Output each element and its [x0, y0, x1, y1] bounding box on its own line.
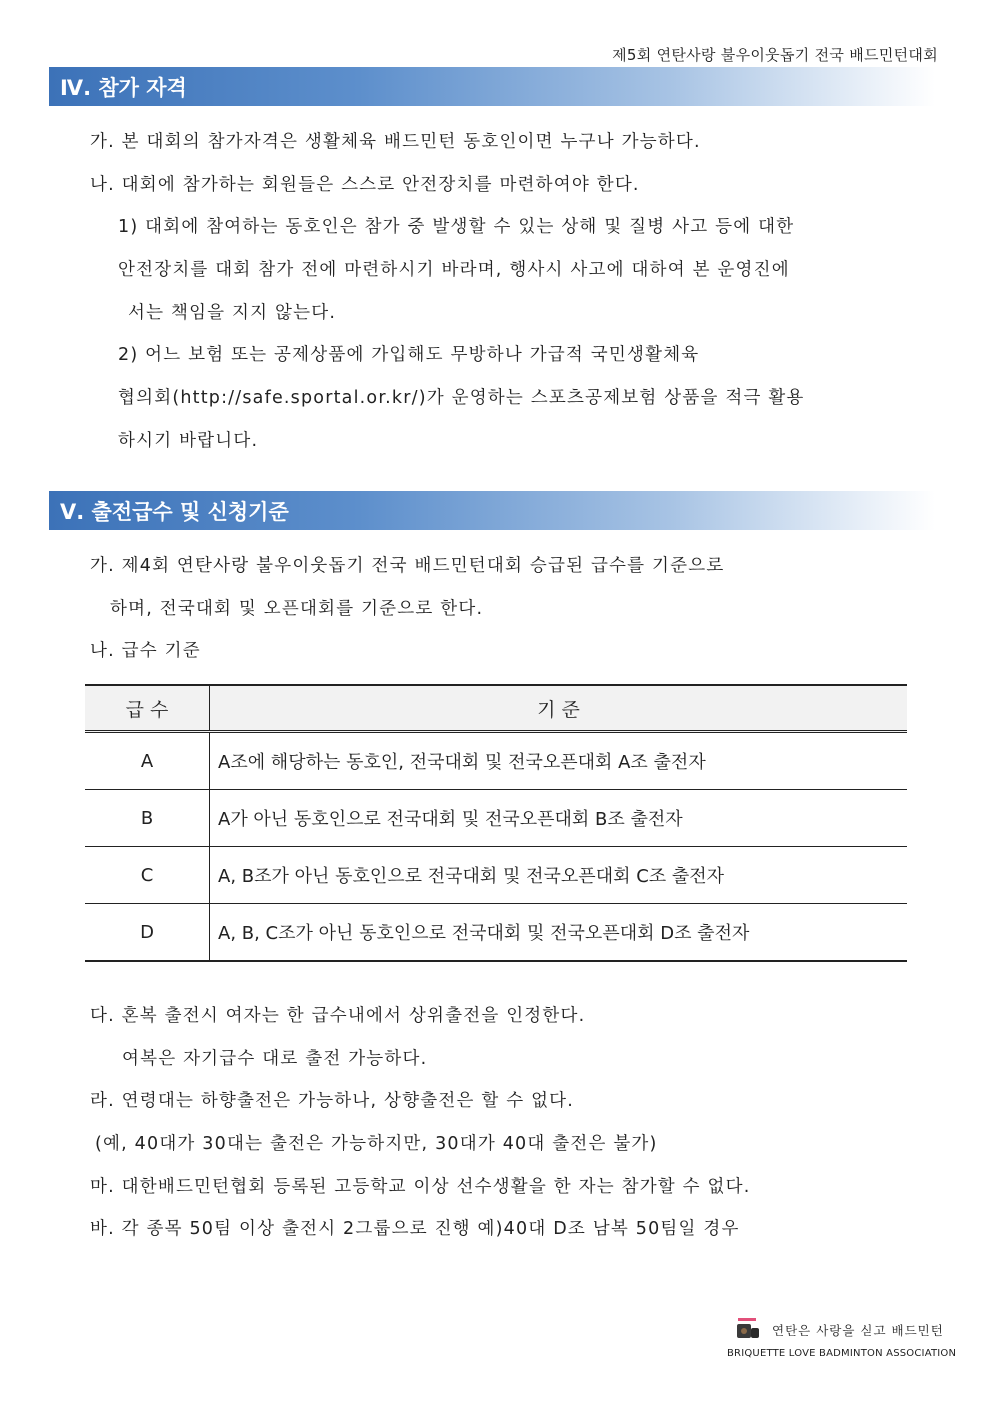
- section-4-line-3: 1) 대회에 참여하는 동호인은 참가 중 발생할 수 있는 상해 및 질병 사고 등에 대한: [118, 217, 795, 237]
- section-4-line-8: 하시기 바랍니다.: [118, 431, 259, 451]
- table-header-row: [85, 685, 907, 732]
- briquette-badminton-logo-icon: [735, 1318, 761, 1340]
- section-5-after-line-5: 마. 대한배드민턴협회 등록된 고등학교 이상 선수생활을 한 자는 참가할 수 없다.: [90, 1177, 751, 1197]
- criteria-cell: A가 아닌 동호인으로 전국대회 및 전국오픈대회 B조 출전자: [210, 790, 908, 847]
- criteria-cell: A, B조가 아닌 동호인으로 전국대회 및 전국오픈대회 C조 출전자: [210, 847, 908, 904]
- section-5-after-line-4: (예, 40대가 30대는 출전은 가능하지만, 30대가 40대 출전은 불가): [95, 1134, 658, 1154]
- section-5-after-line-6: 바. 각 종목 50팀 이상 출전시 2그룹으로 진행 예)40대 D조 남복 50팀일 경우: [90, 1219, 740, 1239]
- section-4-line-2: 나. 대회에 참가하는 회원들은 스스로 안전장치를 마련하여야 한다.: [90, 175, 640, 195]
- criteria-cell: A조에 해당하는 동호인, 전국대회 및 전국오픈대회 A조 출전자: [210, 732, 908, 790]
- table-row: [85, 790, 907, 847]
- section-4-line-6: 2) 어느 보험 또는 공제상품에 가입해도 무방하나 가급적 국민생활체육: [118, 345, 700, 365]
- section-4-line-7: 협의회(http://safe.sportal.or.kr/)가 운영하는 스포츠공제보험 상품을 적극 활용: [118, 388, 805, 408]
- table-row: [85, 847, 907, 904]
- section-4-line-4: 안전장치를 대회 참가 전에 마련하시기 바라며, 행사시 사고에 대하여 본 운영진에: [118, 260, 790, 280]
- section-5-after-line-2: 여복은 자기급수 대로 출전 가능하다.: [122, 1049, 428, 1069]
- table-row: [85, 732, 907, 790]
- document-header-title: 제5회 연탄사랑 불우이웃돕기 전국 배드민턴대회: [612, 46, 938, 64]
- section-5-after-line-1: 다. 혼복 출전시 여자는 한 급수내에서 상위출전을 인정한다.: [90, 1006, 586, 1026]
- table-header-grade: 급 수: [85, 685, 210, 732]
- section-5-line-3: 나. 급수 기준: [90, 641, 201, 661]
- section-5-line-2: 하며, 전국대회 및 오픈대회를 기준으로 한다.: [110, 599, 484, 619]
- grade-cell: B: [85, 790, 210, 847]
- grade-cell: A: [85, 732, 210, 790]
- table-row: [85, 904, 907, 962]
- footer-logo-text-ko: 연탄은 사랑을 싣고 배드민턴: [772, 1323, 944, 1338]
- table-header-criteria: 기 준: [210, 685, 908, 732]
- section-4-heading: Ⅳ. 참가 자격: [49, 67, 935, 106]
- section-4-line-1: 가. 본 대회의 참가자격은 생활체육 배드민턴 동호인이면 누구나 가능하다.: [90, 132, 701, 152]
- section-4-line-5: 서는 책임을 지지 않는다.: [128, 303, 337, 323]
- grade-criteria-table: [85, 684, 907, 962]
- criteria-cell: A, B, C조가 아닌 동호인으로 전국대회 및 전국오픈대회 D조 출전자: [210, 904, 908, 962]
- section-5-heading: Ⅴ. 출전급수 및 신청기준: [49, 491, 935, 530]
- section-5-after-line-3: 라. 연령대는 하향출전은 가능하나, 상향출전은 할 수 없다.: [90, 1091, 575, 1111]
- grade-cell: D: [85, 904, 210, 962]
- footer-logo-text-en: BRIQUETTE LOVE BADMINTON ASSOCIATION: [727, 1348, 957, 1359]
- grade-cell: C: [85, 847, 210, 904]
- section-5-line-1: 가. 제4회 연탄사랑 불우이웃돕기 전국 배드민턴대회 승급된 급수를 기준으로: [90, 556, 725, 576]
